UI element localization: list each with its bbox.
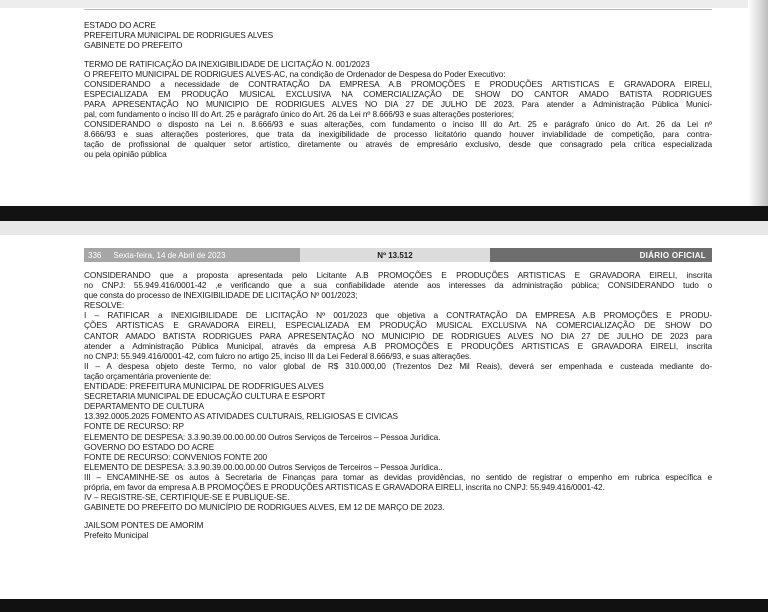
budget-government: GOVERNO DO ESTADO DO ACRE bbox=[84, 441, 215, 452]
ratification-notice-top bbox=[84, 20, 712, 159]
header-state: ESTADO DO ACRE bbox=[84, 20, 156, 30]
publication-name: DIÁRIO OFICIAL bbox=[490, 248, 712, 262]
page-number: 336 bbox=[88, 250, 102, 260]
budget-element: ELEMENTO DE DESPESA: 3.3.90.39.00.00.00.00 Outros Serviços de Terceiros – Pessoa Jurídica.. bbox=[84, 461, 443, 472]
budget-entity: ENTIDADE: PREFEITURA MUNICIPAL DE RODFRIGUES ALVES bbox=[84, 381, 324, 392]
body-line: que consta do processo de INEXIGIBILIDADE DE LICITAÇÃO Nº 001/2023; bbox=[84, 290, 358, 301]
document-title: TERMO DE RATIFICAÇÃO DA INEXIGIBILIDADE DE LICITAÇÃO N. 001/2023 bbox=[84, 59, 370, 69]
body-line: CONSIDERANDO a necessidade de CONTRATAÇÃO DA EMPRESA A.B PROMOÇÕES E PRODUÇÕES ARTISTICAS E GRAVADORA EIRELI, bbox=[84, 79, 712, 89]
resolve-heading: RESOLVE: bbox=[84, 300, 125, 311]
issue-date: Sexta-feira, 14 de Abril de 2023 bbox=[113, 250, 226, 260]
budget-secretariat: SECRETARIA MUNICIPAL DE EDUCAÇÃO CULTURA E ESPORT bbox=[84, 391, 326, 402]
body-line: O PREFEITO MUNICIPAL DE RODRIGUES ALVES-AC, na condição de Ordenador de Despesa do Poder Executivo: bbox=[84, 69, 506, 79]
body-line: tação orçamentária proveniente de: bbox=[84, 370, 212, 381]
body-line: 8.666/93 e suas alterações posteriores, que trata da inexigibilidade de processo licitatório quando houver inviabilidade de competição, para contra- bbox=[84, 129, 712, 139]
signature-role: Prefeito Municipal bbox=[84, 530, 149, 541]
gazette-header-left bbox=[84, 248, 300, 262]
budget-element: ELEMENTO DE DESPESA: 3.3.90.39.00.00.00.00 Outros Serviços de Terceiros – Pessoa Jurídica. bbox=[84, 431, 441, 442]
body-line: própria, em favor da empresa A.B PROMOÇÕES E PRODUÇÕES ARTISTICAS E GRAVADORA EIRELI, inscrita no CNPJ: 55.949.416/0001-42. bbox=[84, 481, 605, 492]
body-line: no CNPJ: 55.949.416/0001-42 ,e verificando que a sua confiabilidade atende aos interesses da administração pública; CONSIDERANDO tudo o bbox=[84, 280, 712, 291]
page-gap-grey bbox=[0, 221, 768, 235]
body-line: ou pela opinião pública bbox=[84, 149, 167, 159]
bottom-dark-band bbox=[0, 599, 768, 612]
body-line: II – A despesa objeto deste Termo, no valor global de R$ 310.000,00 (Trezentos Dez Mil Reais), deverá ser empenhada e custeada mediante do- bbox=[84, 360, 712, 371]
body-line: ESPECIALIZADA EM PRODUÇÃO MUSICAL EXCLUSIVA NA COMERCIALIZAÇÃO DE SHOW DO CANTOR AMADO BATISTA RODRIGUES bbox=[84, 89, 712, 99]
body-line: CANTOR AMADO BATISTA RODRIGUES PARA APRESENTAÇÃO NO MUNICIPIO DE RODRIGUES ALVES NO DIA 27 DE JULHO DE 2023 para bbox=[84, 330, 712, 341]
header-prefecture: PREFEITURA MUNICIPAL DE RODRIGUES ALVES bbox=[84, 30, 274, 40]
body-line: tação de profissional de qualquer setor artístico, diretamente ou através de empresário exclusivo, desde que consagrado pela crítica especializada bbox=[84, 139, 712, 149]
body-line: ÇÕES ARTISTICAS E GRAVADORA EIRELI, ESPECIALIZADA EM PRODUÇÃO MUSICAL EXCLUSIVA NA COMERCIALIZAÇÃO DE SHOW DO bbox=[84, 320, 712, 331]
body-line: no CNPJ: 55.949.416/0001-42, com fulcro no artigo 25, inciso III da Lei Federal 8.666/93, e suas alterações. bbox=[84, 350, 472, 361]
page-edge bbox=[0, 0, 768, 8]
page-shadow bbox=[748, 0, 768, 206]
body-line: III – ENCAMINHE-SE os autos à Secretaria de Finanças para tomar as devidas providências, no sentido de registrar o empenho em rubrica específica e bbox=[84, 471, 712, 482]
header-office: GABINETE DO PREFEITO bbox=[84, 40, 183, 50]
top-page bbox=[0, 0, 768, 206]
ratification-notice-bottom bbox=[84, 270, 712, 540]
budget-source: FONTE DE RECURSO: CONVENIOS FONTE 200 bbox=[84, 451, 268, 462]
top-rule bbox=[84, 9, 712, 10]
body-line: IV – REGISTRE-SE, CERTIFIQUE-SE E PUBLIQUE-SE. bbox=[84, 492, 290, 503]
body-line: CONSIDERANDO que a proposta apresentada pelo Licitante A.B PROMOÇÕES E PRODUÇÕES ARTISTICAS E GRAVADORA EIRELI, inscrita bbox=[84, 270, 712, 280]
gazette-header-bar bbox=[84, 248, 712, 262]
page-gap-band bbox=[0, 206, 768, 221]
body-line: pal, com fundamento o inciso III do Art. 25 e parágrafo único do Art. 26 da Lei nº 8.666/93 e suas alterações posteriores; bbox=[84, 109, 514, 119]
body-line: I – RATIFICAR a INEXIGIBILIDADE DE LICITAÇÃO Nº 001/2023 que objetiva a CONTRATAÇÃO DA EMPRESA A.B PROMOÇÕES E PRODU- bbox=[84, 310, 712, 321]
budget-source: FONTE DE RECURSO: RP bbox=[84, 421, 184, 432]
body-line: CONSIDERANDO o disposto na Lei n. 8.666/93 e suas alterações, com fundamento o inciso III do Art. 25 e parágrafo único do Art. 26 da Lei nº bbox=[84, 119, 712, 129]
issue-number: Nº 13.512 bbox=[300, 248, 490, 262]
body-line: PARA APRESENTAÇÃO NO MUNICIPIO DE RODRIGUES ALVES NO DIA 27 DE JULHO DE 2023. Para atender a Administração Pública Munici- bbox=[84, 99, 712, 109]
body-line: atender a Administração Pública Municipal, através da empresa A.B PROMOÇÕES E PRODUÇÕES ARTISTICAS E GRAVADORA EIRELI, inscrita bbox=[84, 340, 712, 351]
closing-line: GABINETE DO PREFEITO DO MUNICÍPIO DE RODRIGUES ALVES, EM 12 DE MARÇO DE 2023. bbox=[84, 502, 445, 513]
signature-name: JAILSOM PONTES DE AMORIM bbox=[84, 520, 204, 531]
budget-department: DEPARTAMENTO DE CULTURA bbox=[84, 401, 205, 412]
budget-program: 13.392.0005.2025 FOMENTO AS ATIVIDADES CULTURAIS, RELIGIOSAS E CIVICAS bbox=[84, 411, 398, 422]
